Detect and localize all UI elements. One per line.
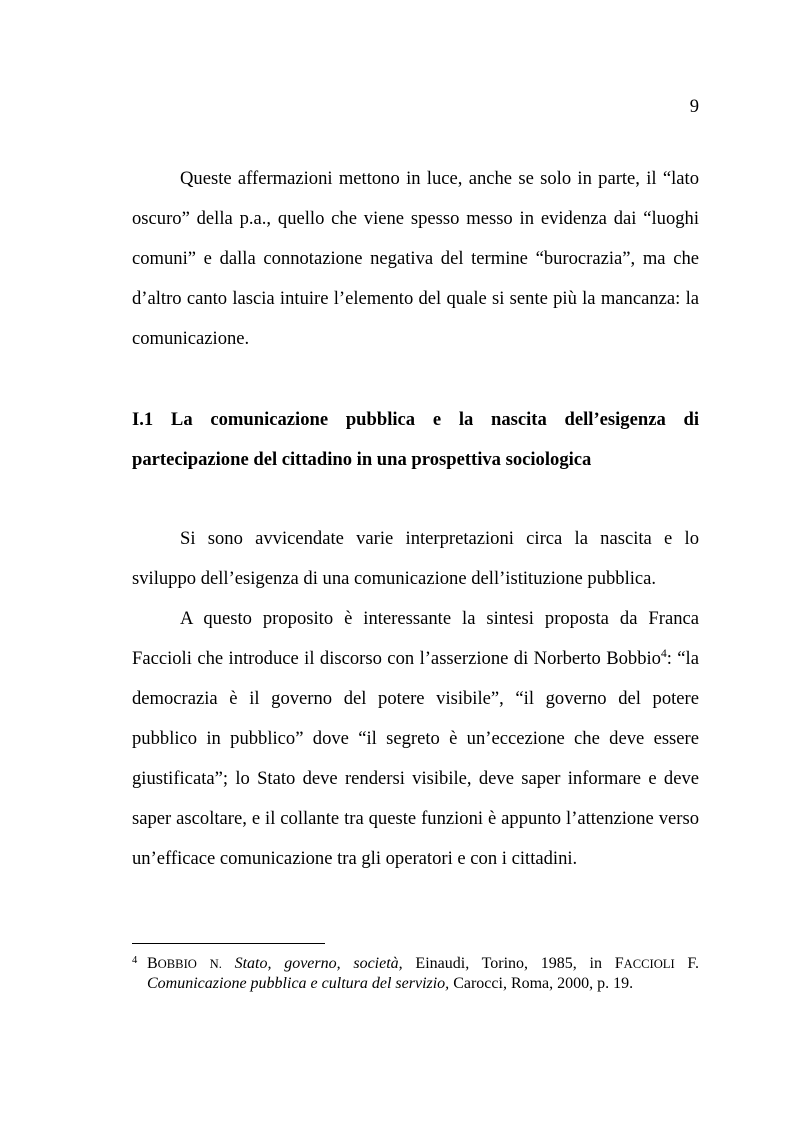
footnote-number: 4 — [132, 955, 138, 966]
paragraph-line: oscuro” della p.a., quello che viene spesso messo in evidenza dai “luoghi — [132, 208, 699, 229]
paragraph-line: pubblico in pubblico” dove “il segreto è un’eccezione che deve essere — [132, 728, 699, 749]
footnote-author-initial: F. — [687, 955, 700, 972]
paragraph-line: sviluppo dell’esigenza di una comunicazione dell’istituzione pubblica. — [132, 568, 657, 589]
paragraph-2-3 — [132, 519, 699, 879]
paragraph-line: Queste affermazioni mettono in luce, anche se solo in parte, il “lato — [180, 168, 699, 189]
paragraph-line: comuni” e dalla connotazione negativa del termine “burocrazia”, ma che — [132, 248, 699, 269]
footnote-author: FACCIOLI — [614, 955, 675, 972]
footnote-author: BOBBIO — [147, 955, 197, 972]
footnote — [132, 954, 699, 993]
paragraph-line: un’efficace comunicazione tra gli operatori e con i cittadini. — [132, 848, 578, 869]
paragraph-line: A questo proposito è interessante la sintesi proposta da Franca — [180, 608, 699, 629]
footnote-separator — [132, 943, 325, 944]
paragraph-line: Si sono avvicendate varie interpretazioni circa la nascita e lo — [180, 528, 699, 549]
paragraph-1 — [132, 159, 699, 359]
footnote-line — [132, 974, 699, 994]
heading-line: I.1 La comunicazione pubblica e la nascita dell’esigenza di — [132, 409, 699, 430]
page-number: 9 — [689, 96, 699, 117]
heading-line: partecipazione del cittadino in una prospettiva sociologica — [132, 449, 592, 470]
footnote-reference: 4 — [660, 648, 667, 660]
footnote-title: Stato, governo, società, — [234, 955, 403, 972]
footnote-publisher: Carocci, Roma, 2000, p. 19. — [453, 974, 634, 992]
paragraph-line: giustificata”; lo Stato deve rendersi visibile, deve saper informare e deve — [132, 768, 699, 789]
footnote-title: Comunicazione pubblica e cultura del servizio, — [147, 974, 450, 992]
line-text: Faccioli che introduce il discorso con l’asserzione di Norberto Bobbio — [132, 648, 661, 669]
paragraph-line: democrazia è il governo del potere visibile”, “il governo del potere — [132, 688, 699, 709]
paragraph-line: comunicazione. — [132, 328, 250, 349]
footnote-line — [132, 954, 699, 974]
footnote-author-initial: N. — [209, 957, 222, 971]
paragraph-line: d’altro canto lascia intuire l’elemento del quale si sente più la mancanza: la — [132, 288, 699, 309]
line-tail: : “la — [666, 648, 699, 669]
paragraph-line: saper ascoltare, e il collante tra queste funzioni è appunto l’attenzione verso — [132, 808, 699, 829]
paragraph-line-with-note — [132, 639, 699, 679]
footnote-publisher: Einaudi, Torino, 1985, in — [415, 955, 602, 972]
section-heading — [132, 400, 699, 480]
